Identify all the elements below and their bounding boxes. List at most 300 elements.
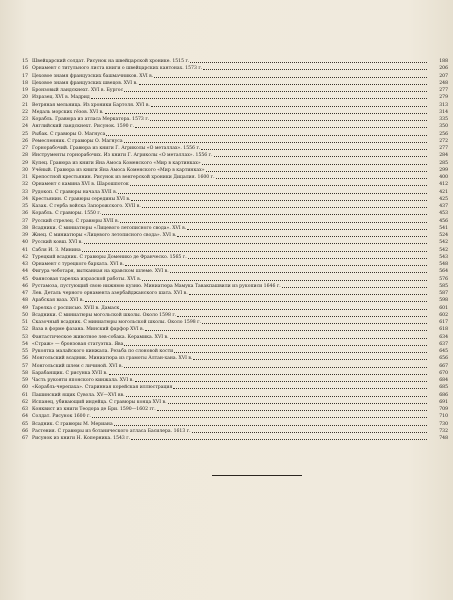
list-item — [16, 203, 448, 210]
dot-leader — [154, 77, 427, 78]
item-page-number: 412 — [439, 182, 448, 188]
list-item — [16, 145, 448, 152]
item-page-number: 284 — [439, 153, 448, 159]
item-page-number: 188 — [439, 59, 448, 64]
item-caption-text: Русский стрелец. С гравюры XVII в. — [32, 218, 120, 224]
list-item — [16, 334, 448, 341]
list-item — [16, 138, 448, 145]
dot-leader — [145, 330, 427, 331]
item-caption — [32, 305, 428, 312]
dot-leader — [188, 258, 427, 259]
item-number: 19 — [22, 88, 28, 93]
item-page-number: 656 — [439, 356, 448, 362]
item-number: 25 — [22, 131, 28, 137]
item-number: 38 — [22, 225, 28, 231]
dot-leader — [124, 367, 427, 368]
item-number: 41 — [22, 247, 28, 253]
item-number: 21 — [22, 102, 28, 108]
item-page-number: 256 — [439, 131, 448, 137]
item-page-number: 685 — [439, 385, 448, 391]
item-caption — [32, 435, 428, 442]
item-number: 26 — [22, 138, 28, 144]
item-caption-text: Английский ландскнехт. Рисунок. 1590 г. — [32, 124, 134, 130]
item-caption — [32, 239, 428, 246]
list-item — [16, 102, 448, 109]
item-number: 23 — [22, 117, 28, 122]
item-caption-text: Изразец. XVI в. Мадрид — [32, 95, 90, 101]
list-item — [16, 283, 448, 290]
list-item — [16, 232, 448, 239]
illustrations-list — [16, 58, 448, 442]
dot-leader — [106, 135, 427, 136]
dot-leader — [131, 200, 427, 201]
item-caption — [32, 363, 428, 370]
item-number: 40 — [22, 240, 28, 246]
item-number: 51 — [22, 320, 28, 325]
item-caption-text: Орнамент с камина XVI в. Шарошпоток — [32, 182, 129, 188]
item-number: 15 — [22, 59, 28, 64]
item-caption-text: Рустамоза, пустующий свою нижнюю кузню. Миниатюра Мамука Тавакпашвили из рукописи 1646 г. — [32, 283, 281, 289]
list-item — [16, 297, 448, 304]
item-number: 60 — [22, 385, 28, 391]
dot-leader — [177, 316, 427, 317]
item-caption — [32, 218, 428, 225]
dot-leader — [177, 236, 427, 237]
list-item — [16, 276, 448, 283]
item-number: 63 — [22, 407, 28, 412]
dot-leader — [109, 374, 427, 375]
item-page-number: 277 — [439, 88, 448, 93]
item-caption-text: Крепостной крестьянин. Рисунок из венгерской хроники Дицалия. 1600 г. — [32, 175, 215, 180]
item-caption-text: Фигура чеботаря, вытканная на кравском шлеме. XVI в. — [32, 269, 169, 275]
list-item — [16, 254, 448, 261]
item-caption — [32, 225, 428, 232]
list-item — [16, 247, 448, 254]
list-item — [16, 80, 448, 87]
item-number: 49 — [22, 305, 28, 311]
item-number: 16 — [22, 66, 28, 72]
dot-leader — [142, 280, 427, 281]
item-page-number: 541 — [439, 225, 448, 231]
dot-leader — [206, 171, 428, 172]
item-page-number: 248 — [439, 80, 448, 86]
item-caption — [32, 421, 428, 428]
divider-rule — [212, 475, 302, 476]
item-caption — [32, 174, 428, 181]
list-item — [16, 261, 448, 268]
item-caption — [32, 87, 428, 94]
list-item — [16, 413, 448, 420]
item-page-number: 670 — [439, 370, 448, 376]
item-caption — [32, 138, 428, 145]
item-caption-text: Сказочный всадник. С миниатюры могольской школы. Около 1598 г. — [32, 320, 202, 325]
list-item — [16, 131, 448, 138]
item-page-number: 709 — [439, 407, 448, 412]
item-number: 59 — [22, 378, 28, 383]
item-page-number: 667 — [439, 363, 448, 369]
list-item — [16, 326, 448, 333]
dot-leader — [105, 113, 427, 114]
item-caption-text: Турецкий всадник. С гравюры Доменико де Франческо. 1565 г. — [32, 254, 187, 260]
item-number: 39 — [22, 233, 28, 238]
item-page-number: 456 — [439, 218, 448, 224]
item-caption-text: «Страж» — бронзовая статуэтка. Ява — [32, 341, 124, 347]
item-caption-text: Рудокоп. С гравюры начала XVII в. — [32, 189, 118, 195]
dot-leader — [157, 410, 427, 411]
dot-leader — [193, 359, 427, 360]
item-caption-text: Барабанщик. С рисунка XVII в. — [32, 370, 108, 376]
item-caption — [32, 297, 428, 304]
item-caption — [32, 290, 428, 297]
item-caption-text: Рукоятка малайского кинжала. Резьба по слоновой кости — [32, 349, 174, 354]
item-caption-text: Сабля И. З. Минина — [32, 247, 81, 253]
item-caption — [32, 312, 428, 319]
item-number: 28 — [22, 153, 28, 159]
item-number: 54 — [22, 341, 28, 347]
item-caption — [32, 276, 428, 283]
item-caption — [32, 152, 428, 159]
item-page-number: 542 — [439, 247, 448, 253]
item-page-number: 524 — [439, 233, 448, 238]
dot-leader — [187, 229, 427, 230]
dot-leader — [189, 294, 427, 295]
list-item — [16, 196, 448, 203]
dot-leader — [120, 222, 427, 223]
item-caption — [32, 348, 428, 355]
item-caption-text: Растения. С гравюры из ботанического атласа Басилера. 1613 г. — [32, 428, 191, 434]
item-caption — [32, 319, 428, 326]
item-page-number: 206 — [439, 66, 448, 72]
item-page-number: 313 — [439, 102, 448, 108]
item-caption — [32, 131, 428, 138]
dot-leader — [124, 91, 427, 92]
item-page-number: 602 — [439, 312, 448, 318]
item-page-number: 314 — [439, 109, 448, 115]
item-number: 64 — [22, 414, 28, 420]
item-page-number: 645 — [439, 349, 448, 354]
item-caption-text: Учёный. Гравюра из книги Яна Амоса Коменского «Мир в картинках» — [32, 167, 205, 173]
item-caption — [32, 102, 428, 109]
item-caption — [32, 334, 428, 341]
item-caption-text: Всадник. С гравюры М. Мериана — [32, 421, 113, 427]
item-number: 20 — [22, 95, 28, 101]
item-caption — [32, 123, 428, 130]
item-page-number: 400 — [439, 175, 448, 180]
item-number: 30 — [22, 167, 28, 173]
item-caption-text: Пашинский ящик Сувола. XV—XVI вв. — [32, 392, 125, 398]
item-page-number: 585 — [439, 283, 448, 289]
item-page-number: 634 — [439, 334, 448, 340]
item-caption-text: Орнамент с титульного листа книги о швейцарских кантонах. 1573 г. — [32, 66, 203, 72]
list-item — [16, 225, 448, 232]
item-number: 46 — [22, 283, 28, 289]
list-item — [16, 348, 448, 355]
item-caption — [32, 160, 428, 167]
item-number: 55 — [22, 349, 28, 354]
item-caption — [32, 355, 428, 362]
item-caption-text: Арабская ваза. XVI в. — [32, 298, 84, 304]
item-number: 53 — [22, 334, 28, 340]
list-item — [16, 210, 448, 217]
item-page-number: 686 — [439, 392, 448, 398]
list-item — [16, 218, 448, 225]
item-caption-text: Цеховое знамя французских башмачников. XVI в. — [32, 73, 154, 79]
list-item — [16, 392, 448, 399]
dot-leader — [168, 403, 427, 404]
item-caption — [32, 65, 428, 72]
item-caption-text: Фантастическое животное лев-собака. Керамика. XVI в. — [32, 334, 169, 340]
item-number: 37 — [22, 218, 28, 224]
item-number: 36 — [22, 211, 28, 217]
item-page-number: 710 — [439, 414, 448, 420]
item-caption-text: Монгольский всадник. Миниатюра из грамоты Алтан-хана. XVI в. — [32, 356, 193, 362]
item-page-number: 730 — [439, 421, 448, 427]
list-item — [16, 65, 448, 72]
list-item — [16, 239, 448, 246]
dot-leader — [151, 106, 427, 107]
item-number: 66 — [22, 428, 28, 434]
item-caption — [32, 384, 428, 391]
item-page-number: 691 — [439, 399, 448, 405]
item-number: 62 — [22, 399, 28, 405]
dot-leader — [124, 142, 427, 143]
list-item — [16, 268, 448, 275]
dot-leader — [130, 185, 427, 186]
item-caption — [32, 261, 428, 268]
item-number: 31 — [22, 175, 28, 180]
item-caption — [32, 392, 428, 399]
dot-leader — [92, 417, 427, 418]
item-page-number: 601 — [439, 305, 448, 311]
list-item — [16, 312, 448, 319]
item-caption — [32, 94, 428, 101]
dot-leader — [91, 98, 427, 99]
item-caption — [32, 413, 428, 420]
item-caption — [32, 80, 428, 87]
item-number: 65 — [22, 421, 28, 427]
dot-leader — [216, 178, 427, 179]
item-caption — [32, 189, 428, 196]
item-page-number: 564 — [439, 269, 448, 275]
item-page-number: 543 — [439, 254, 448, 260]
item-caption — [32, 116, 428, 123]
item-page-number: 350 — [439, 124, 448, 130]
dot-leader — [192, 432, 427, 433]
list-item — [16, 189, 448, 196]
dot-leader — [135, 127, 427, 128]
item-number: 45 — [22, 276, 28, 282]
item-number: 43 — [22, 262, 28, 267]
item-page-number: 285 — [439, 160, 448, 166]
dot-leader — [170, 272, 427, 273]
list-item — [16, 305, 448, 312]
item-caption — [32, 232, 428, 239]
item-caption-text: Монгольский шлем с личиной. XVI в. — [32, 363, 123, 369]
dot-leader — [202, 323, 427, 324]
list-item — [16, 355, 448, 362]
item-page-number: 684 — [439, 378, 448, 383]
item-number: 50 — [22, 312, 28, 318]
list-item — [16, 73, 448, 80]
item-page-number: 617 — [439, 320, 448, 325]
item-caption-text: Солдат. Рисунок 1600 г. — [32, 414, 91, 420]
item-caption — [32, 58, 428, 65]
list-item — [16, 399, 448, 406]
item-caption — [32, 196, 428, 203]
item-page-number: 279 — [439, 95, 448, 101]
item-caption-text: Медаль морских гёзов. XVI в. — [32, 109, 104, 115]
item-caption-text: Испанец, убивающий индейца. С гравюры конца XVI в. — [32, 399, 167, 405]
dot-leader — [190, 62, 427, 63]
dot-leader — [214, 156, 427, 157]
item-caption — [32, 247, 428, 254]
list-item — [16, 406, 448, 413]
dot-leader — [102, 214, 427, 215]
item-number: 48 — [22, 298, 28, 304]
list-item — [16, 428, 448, 435]
dot-leader — [114, 425, 427, 426]
dot-leader — [84, 243, 427, 244]
item-page-number: 299 — [439, 167, 448, 173]
dot-leader — [120, 309, 427, 310]
dot-leader — [201, 149, 427, 150]
dot-leader — [282, 287, 427, 288]
item-caption-text: Корабль. С гравюры. 1550 г. — [32, 211, 102, 217]
item-page-number: 576 — [439, 276, 448, 282]
item-caption — [32, 109, 428, 116]
item-caption — [32, 167, 428, 174]
item-page-number: 548 — [439, 262, 448, 267]
item-number: 35 — [22, 204, 28, 209]
item-caption — [32, 210, 428, 217]
item-caption-text: Русский ковш. XVI в. — [32, 240, 83, 246]
list-item — [16, 377, 448, 384]
item-page-number: 748 — [439, 436, 448, 441]
item-caption — [32, 406, 428, 413]
item-number: 67 — [22, 436, 28, 441]
item-caption-text: Цеховое знамя французских швецов. XVI в. — [32, 80, 138, 86]
list-item — [16, 319, 448, 326]
list-item — [16, 421, 448, 428]
item-caption — [32, 254, 428, 261]
item-number: 42 — [22, 254, 28, 260]
item-caption-text: Часть рукояти японского кинжала. XVI в. — [32, 378, 134, 383]
list-item — [16, 58, 448, 65]
dot-leader — [124, 345, 427, 346]
dot-leader — [125, 265, 427, 266]
item-caption — [32, 283, 428, 290]
list-item — [16, 174, 448, 181]
item-number: 44 — [22, 269, 28, 275]
dot-leader — [126, 396, 427, 397]
dot-leader — [85, 301, 427, 302]
item-caption-text: Ваза в форме фазана. Минский фарфор XVI в. — [32, 327, 145, 333]
item-caption-text: Тарелка с росписью. XVII в. Дамаск — [32, 305, 120, 311]
item-number: 27 — [22, 146, 28, 151]
dot-leader — [150, 120, 427, 121]
item-number: 56 — [22, 356, 28, 362]
item-page-number: 425 — [439, 196, 448, 202]
item-page-number: 637 — [439, 341, 448, 347]
item-page-number: 598 — [439, 298, 448, 304]
list-item — [16, 290, 448, 297]
item-caption-text: Жнец. С миниатюры «Лицевого летописного свода». XVI в. — [32, 233, 177, 238]
item-caption — [32, 145, 428, 152]
item-caption-text: Конквист из книги Теодора де Бри. 1590—1602 гг. — [32, 407, 156, 412]
item-caption-text: Всадники. С миниатюры «Лицевого летописного свода». XVI в. — [32, 225, 187, 231]
item-caption — [32, 326, 428, 333]
item-page-number: 207 — [439, 73, 448, 79]
item-caption — [32, 377, 428, 384]
list-item — [16, 341, 448, 348]
dot-leader — [118, 193, 427, 194]
dot-leader — [170, 338, 427, 339]
item-page-number: 542 — [439, 240, 448, 246]
item-caption — [32, 428, 428, 435]
dot-leader — [131, 439, 427, 440]
item-caption — [32, 73, 428, 80]
list-item — [16, 363, 448, 370]
item-number: 29 — [22, 160, 28, 166]
list-item — [16, 384, 448, 391]
dot-leader — [139, 84, 427, 85]
item-number: 24 — [22, 124, 28, 130]
item-caption-text: Горнорабочий. Гравюра из книги Г. Агриколы «О металлах». 1556 г. — [32, 146, 201, 151]
item-caption-text: Бронзовый ландскнехт. XVI в. Бургос — [32, 88, 124, 93]
item-page-number: 437 — [439, 204, 448, 209]
list-item — [16, 152, 448, 159]
dot-leader — [174, 352, 427, 353]
list-item — [16, 181, 448, 188]
item-number: 61 — [22, 392, 28, 398]
item-caption — [32, 399, 428, 406]
item-page-number: 272 — [439, 138, 448, 144]
item-page-number: 618 — [439, 327, 448, 333]
item-page-number: 453 — [439, 211, 448, 217]
item-page-number: 335 — [439, 117, 448, 122]
dot-leader — [202, 164, 427, 165]
item-caption-text: Швейцарский солдат. Рисунок на швейцарской хронике. 1515 г. — [32, 59, 190, 64]
item-number: 58 — [22, 370, 28, 376]
item-caption — [32, 341, 428, 348]
item-number: 57 — [22, 363, 28, 369]
list-item — [16, 87, 448, 94]
list-item — [16, 94, 448, 101]
list-item — [16, 116, 448, 123]
item-number: 17 — [22, 73, 28, 79]
item-number: 47 — [22, 291, 28, 296]
item-caption — [32, 181, 428, 188]
item-number: 32 — [22, 182, 28, 188]
item-caption-text: Орнамент с турецкого бархата. XVI в. — [32, 262, 124, 267]
item-caption-text: Всадники. С миниатюры могольской школы. Около 1598 г. — [32, 312, 177, 318]
item-caption-text: Ветряная мельница. Из хроники Бартоля. XVI в. — [32, 102, 150, 108]
dot-leader — [82, 251, 427, 252]
list-item — [16, 370, 448, 377]
item-caption-text: Крестьянин. С гравюры середины XVI в. — [32, 196, 131, 202]
item-number: 22 — [22, 109, 28, 115]
list-item — [16, 167, 448, 174]
item-caption-text: Казак. С герба войска Запорожского. XVII в. — [32, 204, 141, 209]
item-page-number: 587 — [439, 291, 448, 296]
list-item — [16, 160, 448, 167]
dot-leader — [173, 388, 427, 389]
dot-leader — [135, 381, 427, 382]
item-caption-text: Рыбак. С гравюры О. Магнуса — [32, 131, 106, 137]
item-caption-text: Инструменты горнорабочих. Из книги Г. Агриколы «О металлах». 1556 г. — [32, 153, 213, 159]
list-item — [16, 123, 448, 130]
list-item — [16, 435, 448, 442]
